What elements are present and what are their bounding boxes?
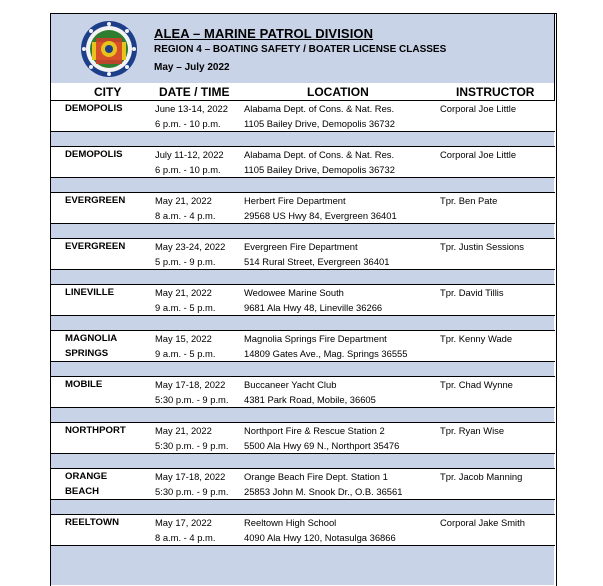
time-cell: 5:30 p.m. - 9 p.m.	[155, 486, 229, 497]
date-cell: May 15, 2022	[155, 333, 212, 344]
location-address-cell: 25853 John M. Snook Dr., O.B. 36561	[244, 486, 403, 497]
location-address-cell: 1105 Bailey Drive, Demopolis 36732	[244, 118, 395, 129]
time-cell: 6 p.m. - 10 p.m.	[155, 118, 221, 129]
instructor-cell: Corporal Jake Smith	[440, 517, 525, 528]
city-cell-line2: BEACH	[65, 486, 100, 497]
city-cell: EVERGREEN	[65, 195, 126, 206]
row-spacer-band	[51, 224, 554, 238]
location-address-cell: 29568 US Hwy 84, Evergreen 36401	[244, 210, 397, 221]
row-spacer-band	[51, 500, 554, 514]
date-range: May – July 2022	[154, 62, 230, 73]
instructor-cell: Tpr. Chad Wynne	[440, 379, 513, 390]
instructor-cell: Tpr. Ryan Wise	[440, 425, 505, 436]
time-cell: 9 a.m. - 5 p.m.	[155, 302, 216, 313]
instructor-cell: Tpr. Kenny Wade	[440, 333, 513, 344]
date-cell: May 17, 2022	[155, 517, 212, 528]
location-name-cell: Herbert Fire Department	[244, 195, 346, 206]
time-cell: 5:30 p.m. - 9 p.m.	[155, 440, 229, 451]
location-name-cell: Magnolia Springs Fire Department	[244, 333, 387, 344]
page-title: ALEA – MARINE PATROL DIVISION	[154, 26, 374, 41]
date-cell: May 21, 2022	[155, 195, 212, 206]
instructor-cell: Corporal Joe Little	[440, 149, 517, 160]
instructor-cell: Tpr. Ben Pate	[440, 195, 498, 206]
time-cell: 5 p.m. - 9 p.m.	[155, 256, 216, 267]
time-cell: 5:30 p.m. - 9 p.m.	[155, 394, 229, 405]
location-address-cell: 1105 Bailey Drive, Demopolis 36732	[244, 164, 395, 175]
location-name-cell: Alabama Dept. of Cons. & Nat. Res.	[244, 149, 395, 160]
city-cell: REELTOWN	[65, 517, 120, 528]
row-spacer-band	[51, 408, 554, 422]
instructor-cell: Tpr. Jacob Manning	[440, 471, 523, 482]
location-name-cell: Northport Fire & Rescue Station 2	[244, 425, 385, 436]
date-cell: July 11-12, 2022	[155, 149, 224, 160]
row-spacer-band	[51, 454, 554, 468]
row-spacer-band	[51, 132, 554, 146]
city-cell: MOBILE	[65, 379, 103, 390]
location-address-cell: 5500 Ala Hwy 69 N., Northport 35476	[244, 440, 400, 451]
city-cell-line2: SPRINGS	[65, 348, 109, 359]
date-cell: May 23-24, 2022	[155, 241, 226, 252]
city-cell: DEMOPOLIS	[65, 149, 123, 160]
date-cell: May 21, 2022	[155, 287, 212, 298]
city-cell: NORTHPORT	[65, 425, 126, 436]
column-header-row	[50, 83, 555, 101]
city-cell: ORANGE	[65, 471, 108, 482]
date-cell: May 21, 2022	[155, 425, 212, 436]
instructor-cell: Tpr. David Tillis	[440, 287, 504, 298]
column-header-date-time: DATE / TIME	[159, 85, 230, 99]
location-address-cell: 14809 Gates Ave., Mag. Springs 36555	[244, 348, 408, 359]
row-spacer-band	[51, 546, 554, 585]
column-header-location: LOCATION	[307, 85, 369, 99]
location-address-cell: 4090 Ala Hwy 120, Notasulga 36866	[244, 532, 396, 543]
location-name-cell: Wedowee Marine South	[244, 287, 344, 298]
column-header-instructor: INSTRUCTOR	[456, 85, 535, 99]
row-spacer-band	[51, 316, 554, 330]
instructor-cell: Corporal Joe Little	[440, 103, 517, 114]
column-header-city: CITY	[94, 85, 122, 99]
row-spacer-band	[51, 362, 554, 376]
row-spacer-band	[51, 178, 554, 192]
instructor-cell: Tpr. Justin Sessions	[440, 241, 524, 252]
location-address-cell: 9681 Ala Hwy 48, Lineville 36266	[244, 302, 383, 313]
location-name-cell: Buccaneer Yacht Club	[244, 379, 337, 390]
city-cell: LINEVILLE	[65, 287, 115, 298]
location-name-cell: Alabama Dept. of Cons. & Nat. Res.	[244, 103, 395, 114]
row-spacer-band	[51, 270, 554, 284]
location-address-cell: 514 Rural Street, Evergreen 36401	[244, 256, 390, 267]
date-cell: June 13-14, 2022	[155, 103, 228, 114]
page-subtitle: REGION 4 – BOATING SAFETY / BOATER LICENSE CLASSES	[154, 44, 447, 55]
time-cell: 8 a.m. - 4 p.m.	[155, 532, 216, 543]
location-name-cell: Evergreen Fire Department	[244, 241, 358, 252]
city-cell: DEMOPOLIS	[65, 103, 123, 114]
city-cell: EVERGREEN	[65, 241, 126, 252]
city-cell: MAGNOLIA	[65, 333, 118, 344]
time-cell: 8 a.m. - 4 p.m.	[155, 210, 216, 221]
time-cell: 6 p.m. - 10 p.m.	[155, 164, 221, 175]
location-address-cell: 4381 Park Road, Mobile, 36605	[244, 394, 376, 405]
date-cell: May 17-18, 2022	[155, 471, 226, 482]
location-name-cell: Orange Beach Fire Dept. Station 1	[244, 471, 388, 482]
time-cell: 9 a.m. - 5 p.m.	[155, 348, 216, 359]
date-cell: May 17-18, 2022	[155, 379, 226, 390]
location-name-cell: Reeltown High School	[244, 517, 337, 528]
